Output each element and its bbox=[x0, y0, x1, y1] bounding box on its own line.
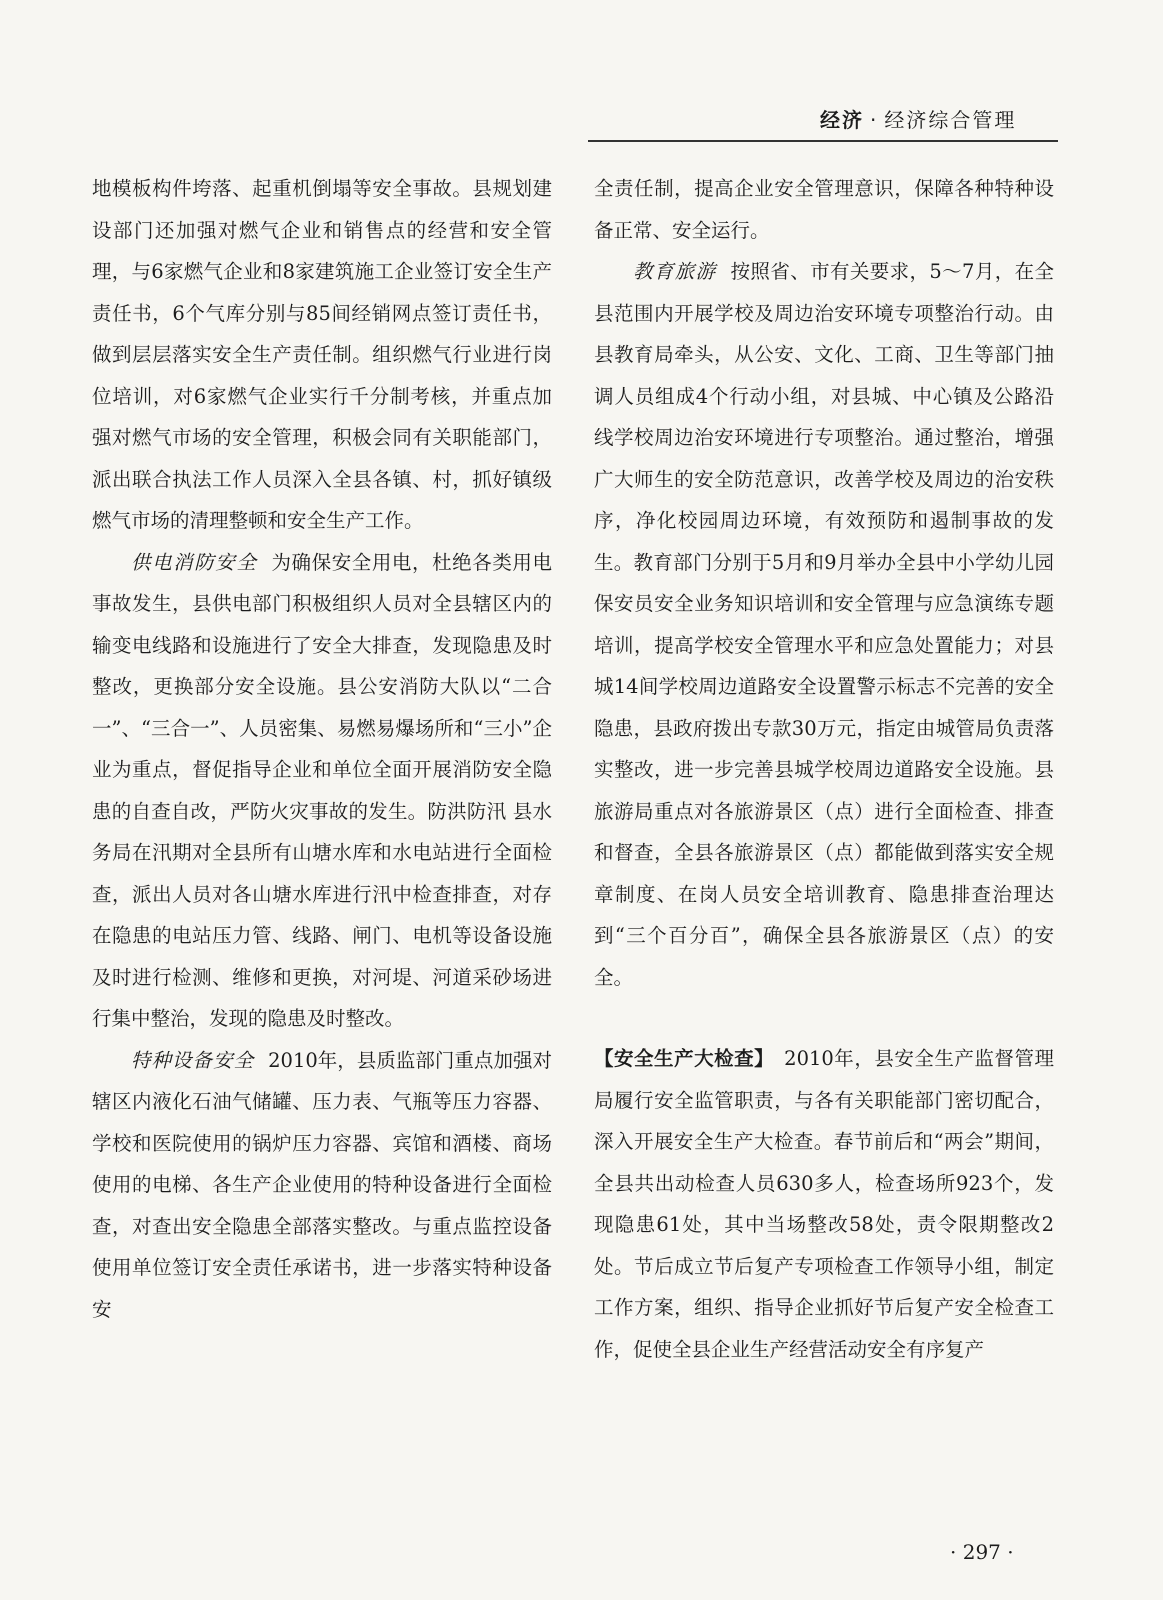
running-header bbox=[820, 104, 1016, 133]
header-rule bbox=[588, 140, 1058, 142]
header-separator: · bbox=[870, 108, 879, 132]
right-column bbox=[594, 168, 1054, 1370]
paragraph bbox=[594, 1038, 1054, 1370]
header-subsection: 经济综合管理 bbox=[884, 108, 1017, 132]
section-keyword: 教育旅游 bbox=[633, 260, 717, 283]
section-keyword: 供电消防安全 bbox=[131, 550, 258, 574]
paragraph-body: 2010年，县安全生产监督管理局履行安全监管职责，与各有关职能部门密切配合，深入开展安全生产大检查。春节前后和“两会”期间，全县共出动检查人员630多人，检查场所923个，发现隐患61处，其中当场整改58处，责令限期整改2处。节后成立节后复产专项检查工作领导小组，制定工作方案，组织、指导企业抓好节后复产安全检查工作，促使全县企业生产经营活动安全有序复产 bbox=[594, 1047, 1054, 1361]
paragraph: 地模板构件垮落、起重机倒塌等安全事故。县规划建设部门还加强对燃气企业和销售点的经营和安全管理，与6家燃气企业和8家建筑施工企业签订安全生产责任书，6个气库分别与85间经销网点签订责任书，做到层层落实安全生产责任制。组织燃气行业进行岗位培训，对6家燃气企业实行千分制考核，并重点加强对燃气市场的安全管理，积极会同有关职能部门，派出联合执法工作人员深入全县各镇、村，抓好镇级燃气市场的清理整顿和安全生产工作。 bbox=[92, 177, 552, 532]
paragraph bbox=[594, 251, 1054, 998]
paragraph-body: 2010年，县质监部门重点加强对辖区内液化石油气储罐、压力表、气瓶等压力容器、学校和医院使用的锅炉压力容器、宾馆和酒楼、商场使用的电梯、各生产企业使用的特种设备进行全面检查，对查出安全隐患全部落实整改。与重点监控设备使用单位签订安全责任承诺书，进一步落实特种设备安 bbox=[92, 1048, 552, 1321]
header-section: 经济 bbox=[820, 108, 864, 132]
paragraph bbox=[92, 1040, 552, 1331]
paragraph bbox=[92, 542, 552, 1040]
page-number: · 297 · bbox=[950, 1540, 1014, 1564]
section-keyword: 特种设备安全 bbox=[131, 1048, 255, 1072]
paragraph-body: 按照省、市有关要求，5～7月，在全县范围内开展学校及周边治安环境专项整治行动。由县教育局牵头，从公安、文化、工商、卫生等部门抽调人员组成4个行动小组，对县城、中心镇及公路沿线学校周边治安环境进行专项整治。通过整治，增强广大师生的安全防范意识，改善学校及周边的治安秩序，净化校园周边环境，有效预防和遏制事故的发生。教育部门分别于5月和9月举办全县中小学幼儿园保安员安全业务知识培训和安全管理与应急演练专题培训，提高学校安全管理水平和应急处置能力；对县城14间学校周边道路安全设置警示标志不完善的安全隐患，县政府拨出专款30万元，指定由城管局负责落实整改，进一步完善县城学校周边道路安全设施。县旅游局重点对各旅游景区（点）进行全面检查、排查和督查，全县各旅游景区（点）都能做到落实安全规章制度、在岗人员安全培训教育、隐患排查治理达到“三个百分百”，确保全县各旅游景区（点）的安全。 bbox=[594, 260, 1054, 989]
left-column bbox=[92, 168, 552, 1330]
paragraph-body: 为确保安全用电，杜绝各类用电事故发生，县供电部门积极组织人员对全县辖区内的输变电线路和设施进行了安全大排查，发现隐患及时整改，更换部分安全设施。县公安消防大队以“二合一”、“三合一”、人员密集、易燃易爆场所和“三小”企业为重点，督促指导企业和单位全面开展消防安全隐患的自查自改，严防火灾事故的发生。防洪防汛 县水务局在汛期对全县所有山塘水库和水电站进行全面检查，派出人员对各山塘水库进行汛中检查排查，对存在隐患的电站压力管、线路、闸门、电机等设备设施及时进行检测、维修和更换，对河堤、河道采砂场进行集中整治，发现的隐患及时整改。 bbox=[92, 550, 552, 1030]
section-heading: 【安全生产大检查】 bbox=[594, 1047, 775, 1070]
paragraph: 全责任制，提高企业安全管理意识，保障各种特种设备正常、安全运行。 bbox=[594, 177, 1054, 242]
